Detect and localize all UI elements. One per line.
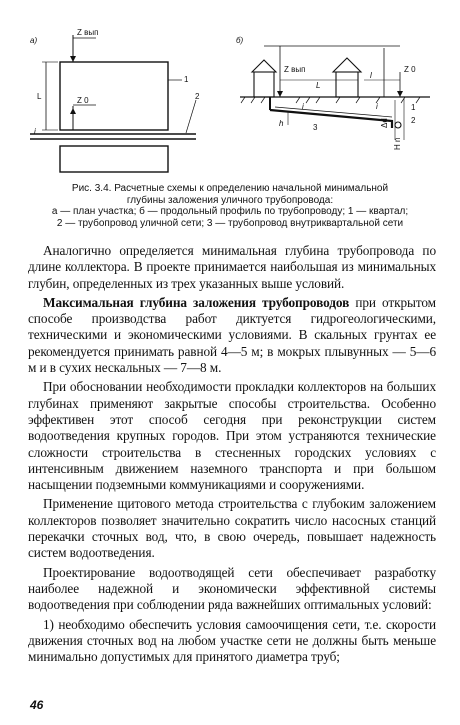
house-right-icon [333,58,361,72]
paragraph-2-bold-term: Максимальная глубина заложения трубопроводов [43,294,350,310]
label-zvyp-a: Z вып [77,28,99,37]
label-1-a: 1 [184,75,189,84]
label-z0-b: Z 0 [404,65,416,74]
second-quarter [60,146,168,172]
panel-b-letter: б) [236,36,244,45]
label-hn-b: H n [393,137,402,150]
label-l-dim-a: L [37,92,42,101]
label-L-b: L [316,81,321,90]
caption-line-3: а — план участка; б — продольный профиль по трубопроводу; 1 — квартал; [51,206,409,217]
panel-a-letter: а) [30,36,38,45]
page-number: 46 [30,698,44,712]
caption-line-2: глубины заложения уличного трубопровода: [126,194,334,206]
paragraph-4: Применение щитового метода строительства с глубоким заложением коллекторов позволяет значительно сократить число насосных станций перекачки сточных вод, что, в свою очередь, повышает надежность систем водоотведения. [28,496,436,561]
label-2-a: 2 [195,92,200,101]
paragraph-2 [28,295,436,376]
panel-b-profile [240,46,430,140]
figure-caption [30,183,430,229]
paragraph-6: 1) необходимо обеспечить условия самоочищения сети, т.е. скорости движения сточных вод на любом участке сети не должны быть меньше минимально допустимых для принятого диаметра труб; [28,616,436,665]
house-left-icon [252,60,276,72]
figure-3-4 [0,0,460,185]
caption-line-4: 2 — трубопровод уличной сети; 3 — трубопровод внутриквартальной сети [56,217,404,229]
label-i-right-b: i [376,102,378,111]
label-delta-b: Δd [380,118,389,128]
label-l-b: l [370,71,372,80]
paragraph-1: Аналогично определяется минимальная глубина трубопровода по длине коллектора. В проекте принимается наибольшая из минимальных глубин, определенных из трех указанных выше условий. [28,243,436,291]
label-zvyp-b: Z вып [284,65,306,74]
paragraph-5: Проектирование водоотводящей сети обеспечивает разработку наиболее надежной и экономически эффективной системы водоотведения при соблюдении ряда важнейших оптимальных условий: [28,564,436,613]
label-3-b: 3 [313,123,318,132]
caption-title: Рис. 3.4. Расчетные схемы к определению начальной минимальной [71,183,389,194]
body-text [28,243,436,665]
figure-drawing [0,0,460,185]
paragraph-2-rest: при открытом способе производства работ диктуется гидрогеологическими, техническими и экономическими условиями. В скальных грунтах ее рекомендуется принимать равной 4—5 м; в мокрых плывунных — 5—6 м и в сухих нескальных — 7—8 м. [28,294,436,376]
label-h-b: h [279,119,284,128]
label-z0-a: Z 0 [77,96,89,105]
label-2-b: 2 [411,116,416,125]
label-i-a: i [34,127,36,136]
panel-a-plan [30,35,196,172]
label-i-left-b: i [302,102,304,111]
label-1-b: 1 [411,103,416,112]
paragraph-3: При обосновании необходимости прокладки коллекторов на больших глубинах применяют закрытые способы строительства. Особенно эффективен этот способ сегодня при реконструкции систем водоотведения крупных городов. При этом устраняются технические сложности строительства в стесненных городских условиях с интенсивным движением наземного транспорта и при большом насыщении подземными коммуникациями и сооружениями. [28,379,436,493]
street-pipe-b [395,122,401,128]
